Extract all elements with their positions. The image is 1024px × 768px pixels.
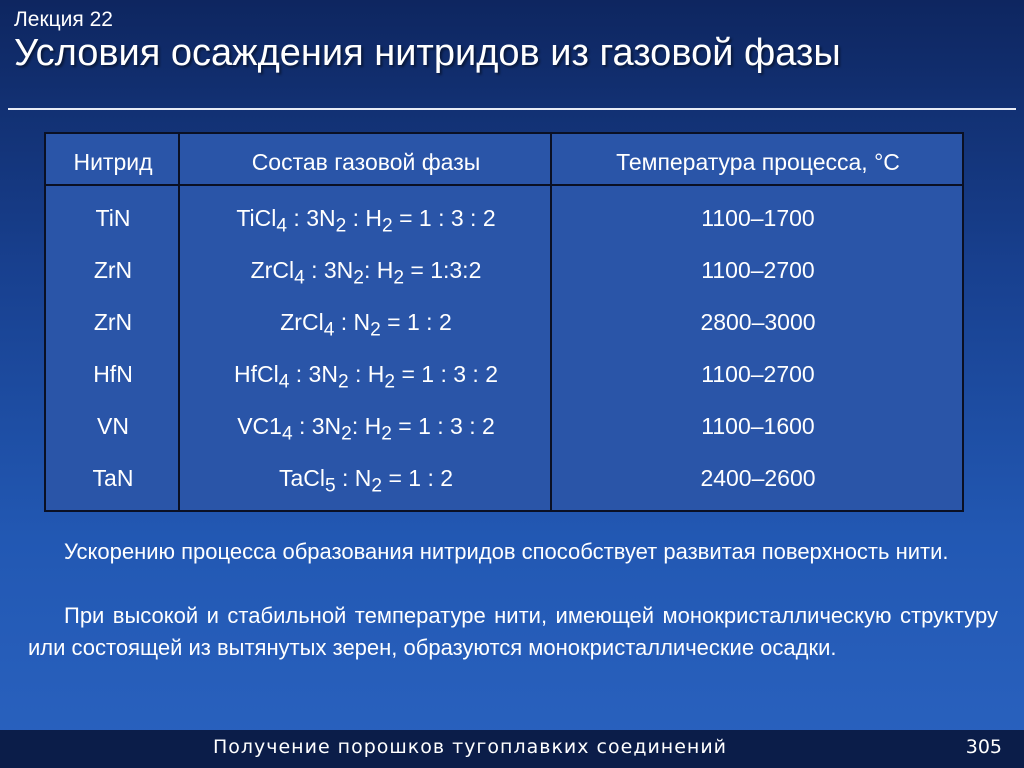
cell-nitride: ZrN: [93, 257, 133, 283]
header-nitride: Нитрид: [73, 149, 153, 175]
cell-temperature: 2400–2600: [700, 465, 816, 491]
table-row: [46, 400, 962, 452]
header-process-temperature: Температура процесса, °С: [616, 149, 900, 175]
cell-temperature: 1100–1600: [701, 413, 815, 439]
cell-gas-composition: ZrCl$_4$ : $3N_2$: $H_2$ = 1:3:2: [250, 257, 482, 289]
page-title: Условия осаждения нитридов из газовой фазы: [14, 32, 841, 74]
table-row: [46, 348, 962, 400]
cell-gas-composition: HfCl$_4$ : $3N_2$ : $H_2 = 1$ : 3 : 2: [234, 361, 498, 393]
cell-nitride: VN: [97, 413, 129, 439]
table-row: [46, 192, 962, 244]
cell-gas-composition: ZrCl$_4$ : $N_2 = 1$ : 2: [280, 309, 452, 341]
cell-nitride: ZrN: [93, 309, 133, 335]
cell-nitride: TiN: [95, 205, 131, 231]
cell-temperature: 1100–1700: [701, 205, 815, 231]
nitride-conditions-table: [44, 132, 964, 512]
cell-temperature: 1100–2700: [701, 257, 815, 283]
paragraph-single-crystal: При высокой и стабильной температуре нити, имеющей монокристаллическую структуру или состоящей из вытянутых зерен, образуются монокристаллические осадки.: [28, 603, 998, 660]
page-number: 305: [965, 736, 1002, 758]
table-header-row: [46, 134, 962, 186]
cell-gas-composition: TiCl$_4$ : $3N_2$ : $H_2 = 1$ : 3 : 2: [236, 205, 496, 237]
table-row: [46, 452, 962, 504]
table-row: [46, 244, 962, 296]
cell-temperature: 1100–2700: [701, 361, 815, 387]
cell-nitride: TaN: [92, 465, 134, 491]
cell-temperature: 2800–3000: [700, 309, 816, 335]
header-gas-composition: Состав газовой фазы: [251, 149, 481, 175]
footer-course-title: Получение порошков тугоплавких соединений: [212, 736, 728, 758]
lecture-label: Лекция 22: [14, 8, 113, 31]
table-row: [46, 296, 962, 348]
cell-gas-composition: TaCl$_5$ : $N_2 = 1$ : 2: [278, 465, 454, 497]
cell-nitride: HfN: [93, 361, 133, 387]
paragraph-surface: Ускорению процесса образования нитридов способствует развитая поверхность нити.: [64, 539, 949, 564]
title-divider: [8, 108, 1016, 110]
cell-gas-composition: $VC1_4$ : $3N_2$: $H_2 = 1$ : 3 : 2: [237, 413, 495, 445]
